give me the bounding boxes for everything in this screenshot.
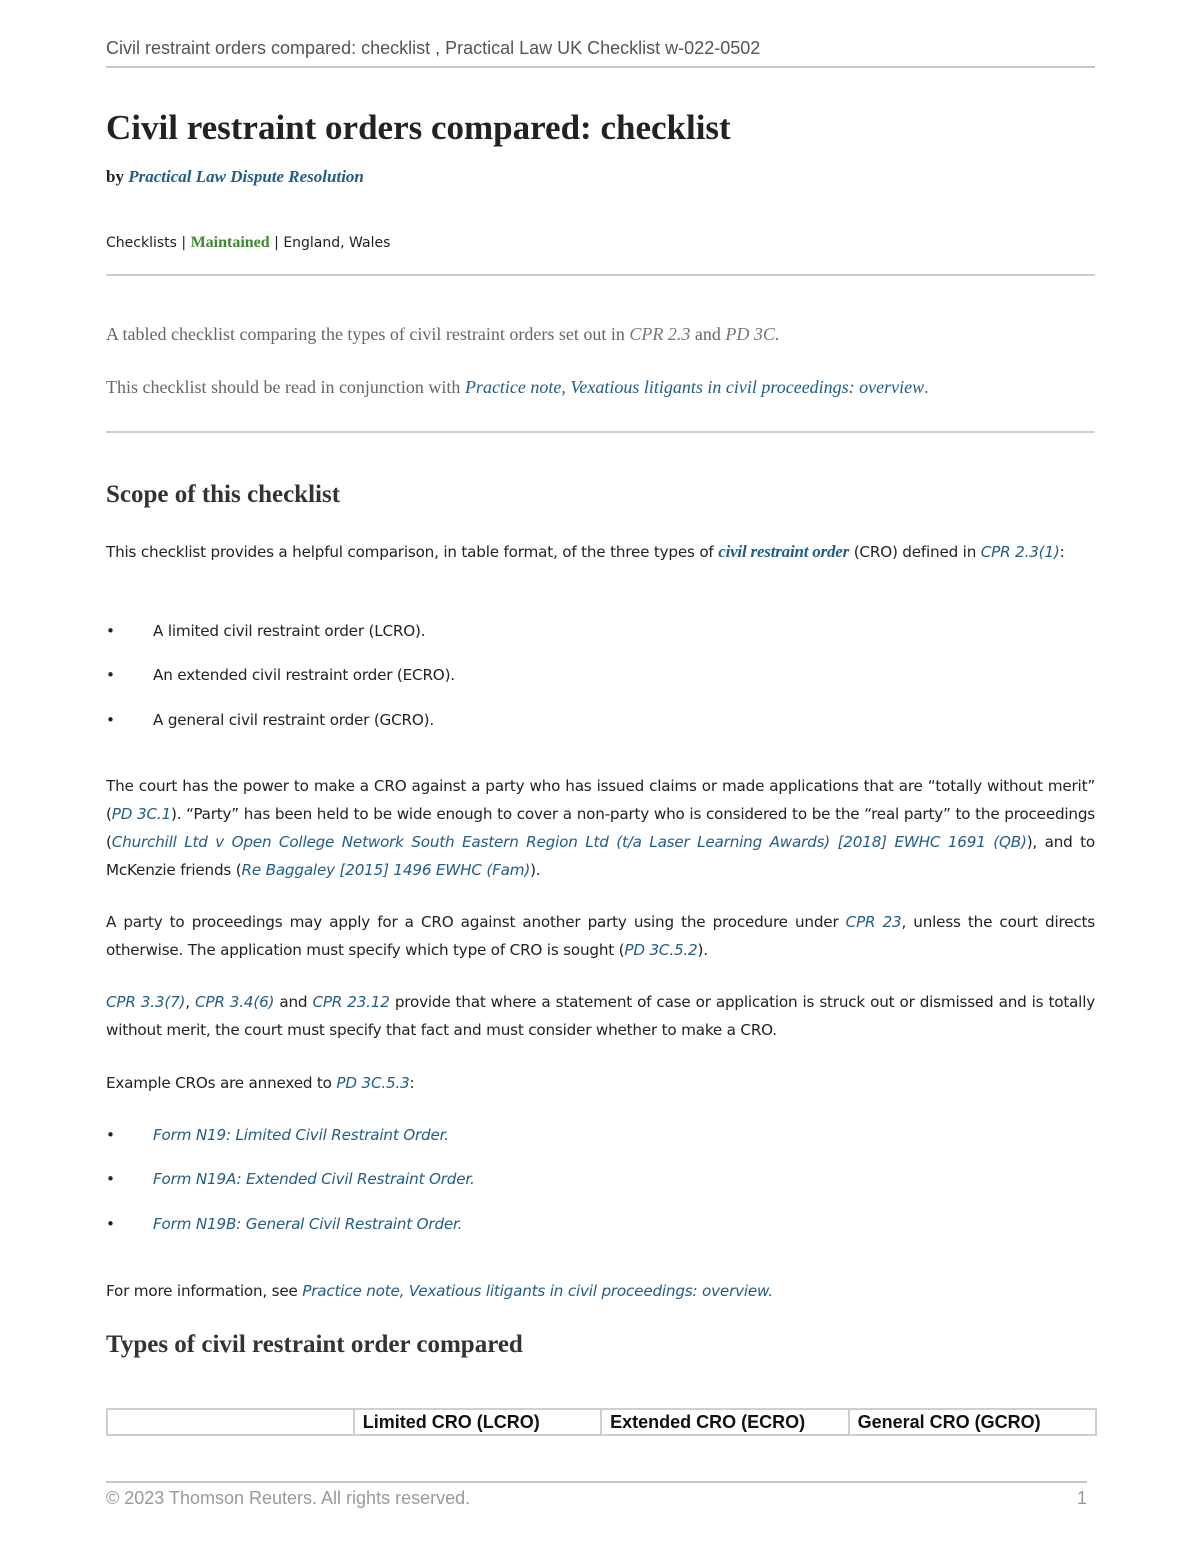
- divider: [106, 274, 1095, 276]
- para-text: ), and to McKenzie friends (: [106, 833, 1095, 879]
- cpr-link[interactable]: CPR 3.4(6): [195, 993, 275, 1011]
- para-text: Example CROs are annexed to: [106, 1074, 337, 1092]
- status-badge: Maintained: [190, 234, 270, 251]
- running-header: Civil restraint orders compared: checklist , Practical Law UK Checklist w-022-0502: [106, 38, 761, 58]
- document-meta: [106, 234, 390, 252]
- para-text: ).: [697, 941, 708, 959]
- pd-link[interactable]: PD 3C.5.2: [624, 941, 698, 959]
- divider: [106, 431, 1095, 433]
- form-link[interactable]: Form N19A: Extended Civil Restraint Order.: [153, 1170, 475, 1188]
- para-text: ).: [530, 861, 541, 879]
- copyright: © 2023 Thomson Reuters. All rights reserved.: [106, 1488, 471, 1508]
- practice-note-link[interactable]: Practice note, Vexatious litigants in civil proceedings: overview: [464, 377, 925, 397]
- practice-note-link[interactable]: Practice note, Vexatious litigants in civil proceedings: overview.: [302, 1282, 773, 1300]
- cpr-ref: CPR 2.3: [629, 324, 691, 344]
- form-link[interactable]: Form N19: Limited Civil Restraint Order.: [153, 1126, 449, 1144]
- para-text: and: [274, 993, 313, 1011]
- case-link[interactable]: Re Baggaley [2015] 1496 EWHC (Fam): [241, 861, 531, 879]
- table-header-cell: Limited CRO (LCRO): [354, 1409, 601, 1435]
- summary-text: .: [774, 324, 780, 344]
- section-heading-scope: Scope of this checklist: [106, 481, 341, 508]
- cpr-link[interactable]: CPR 23: [845, 913, 902, 931]
- example-paragraph: [106, 1069, 1095, 1097]
- page-footer: [106, 1488, 1087, 1509]
- summary-text: and: [690, 324, 726, 344]
- para-text: , unless the court directs otherwise. The application must specify which type of CRO is sought (: [106, 913, 1095, 959]
- pd-ref: PD 3C: [725, 324, 775, 344]
- summary-paragraph: [106, 324, 1095, 345]
- bullet-icon: •: [106, 711, 115, 729]
- summary-text: This checklist should be read in conjunction with: [106, 377, 465, 397]
- para-text: This checklist provides a helpful comparison, in table format, of the three types of: [106, 543, 719, 561]
- cpr-link[interactable]: CPR 3.3(7): [106, 993, 186, 1011]
- byline-prefix: by: [106, 167, 129, 186]
- bullet-icon: •: [106, 622, 115, 640]
- jurisdiction: England, Wales: [283, 235, 391, 251]
- para-text: ). “Party” has been held to be wide enough to cover a non-party who is considered to be the “real party” to the proceedings (: [106, 805, 1096, 851]
- table-header-cell: General CRO (GCRO): [849, 1409, 1096, 1435]
- para-text: :: [409, 1074, 415, 1092]
- para-text: provide that where a statement of case or application is struck out or dismissed and is totally without merit, the court must specify that fact and must consider whether to make a CRO.: [106, 993, 1096, 1039]
- apply-paragraph: [106, 908, 1095, 964]
- bullet-icon: •: [106, 1170, 115, 1188]
- list-item-text: A limited civil restraint order (LCRO).: [153, 622, 426, 640]
- strike-out-paragraph: [106, 988, 1095, 1044]
- summary-text: .: [924, 377, 929, 397]
- para-text: (CRO) defined in: [849, 543, 981, 561]
- case-link[interactable]: Churchill Ltd v Open College Network South Eastern Region Ltd (t/a Laser Learning Awards) [2018] EWHC 1691 (QB): [111, 833, 1027, 851]
- power-paragraph: [106, 772, 1095, 884]
- table-header-row: [107, 1409, 1096, 1435]
- form-link[interactable]: Form N19B: General Civil Restraint Order.: [153, 1215, 463, 1233]
- meta-separator: |: [176, 235, 191, 251]
- summary-text: A tabled checklist comparing the types of civil restraint orders set out in: [106, 324, 630, 344]
- footer-divider: [106, 1481, 1087, 1483]
- header-divider: [106, 66, 1095, 68]
- bullet-icon: •: [106, 1126, 115, 1144]
- meta-separator: |: [269, 235, 284, 251]
- author-link[interactable]: Practical Law Dispute Resolution: [128, 167, 364, 186]
- list-item-text: An extended civil restraint order (ECRO).: [153, 666, 455, 684]
- cpr-link[interactable]: CPR 23.12: [312, 993, 390, 1011]
- bullet-icon: •: [106, 1215, 115, 1233]
- more-info-paragraph: [106, 1277, 1095, 1305]
- cro-comparison-table: [106, 1408, 1097, 1436]
- para-text: A party to proceedings may apply for a CRO against another party using the procedure under: [106, 913, 846, 931]
- scope-intro: [106, 538, 1095, 566]
- cpr-link[interactable]: CPR 2.3(1): [980, 543, 1060, 561]
- bullet-icon: •: [106, 666, 115, 684]
- glossary-link[interactable]: civil restraint order: [718, 542, 850, 561]
- pd-link[interactable]: PD 3C.1: [111, 805, 171, 823]
- byline: [106, 167, 364, 187]
- summary-paragraph-2: [106, 377, 1095, 398]
- page-number: 1: [1076, 1488, 1087, 1508]
- para-text: ,: [185, 993, 195, 1011]
- section-heading-types: Types of civil restraint order compared: [106, 1331, 523, 1358]
- doc-type: Checklists: [106, 235, 177, 251]
- para-text: :: [1059, 543, 1065, 561]
- table-header-cell: [107, 1409, 354, 1435]
- para-text: For more information, see: [106, 1282, 303, 1300]
- list-item-text: A general civil restraint order (GCRO).: [153, 711, 434, 729]
- table-header-cell: Extended CRO (ECRO): [601, 1409, 849, 1435]
- para-text: The court has the power to make a CRO against a party who has issued claims or made applications that are “totally without merit” (: [106, 777, 1095, 823]
- page-title: Civil restraint orders compared: checklist: [106, 108, 731, 147]
- pd-link[interactable]: PD 3C.5.3: [336, 1074, 410, 1092]
